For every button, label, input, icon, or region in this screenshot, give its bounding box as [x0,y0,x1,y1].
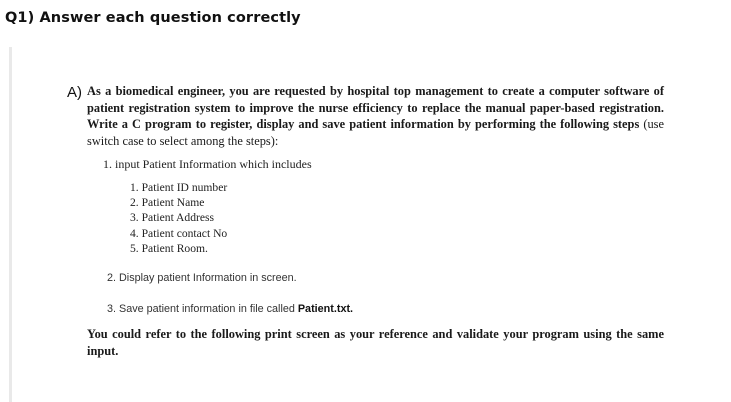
patient-fields-list [130,180,227,256]
intro-note-text: (use switch case to select among the steps): [87,117,664,148]
list-item: 5. Patient Room. [130,241,208,255]
step-3-text: 3. Save patient information in file called [107,303,298,315]
question-heading: Q1) Answer each question correctly [5,10,301,26]
intro-bold-text: As a biomedical engineer, you are requested by hospital top management to create a computer software of patient registration system to improve the nurse efficiency to replace the manual paper-based registration. Write a C program to register, display and save patient information by performing the following steps [87,84,664,132]
part-marker: A) [67,84,82,101]
intro-paragraph [87,83,664,149]
step-1: 1. input Patient Information which includes [103,157,312,171]
list-item: 1. Patient ID number [130,181,228,194]
list-item: 2. Patient Name [130,196,205,210]
list-item: 3. Patient Address [130,211,215,225]
step-3-filename: Patient.txt. [297,303,354,315]
step-3 [107,303,353,315]
footer-paragraph [87,326,664,359]
margin-rule [9,47,12,402]
step-2: 2. Display patient Information in screen. [107,272,297,284]
list-item: 4. Patient contact No [130,226,228,240]
footer-text: You could refer to the following print screen as your reference and validate your program using the same input. [87,327,664,358]
